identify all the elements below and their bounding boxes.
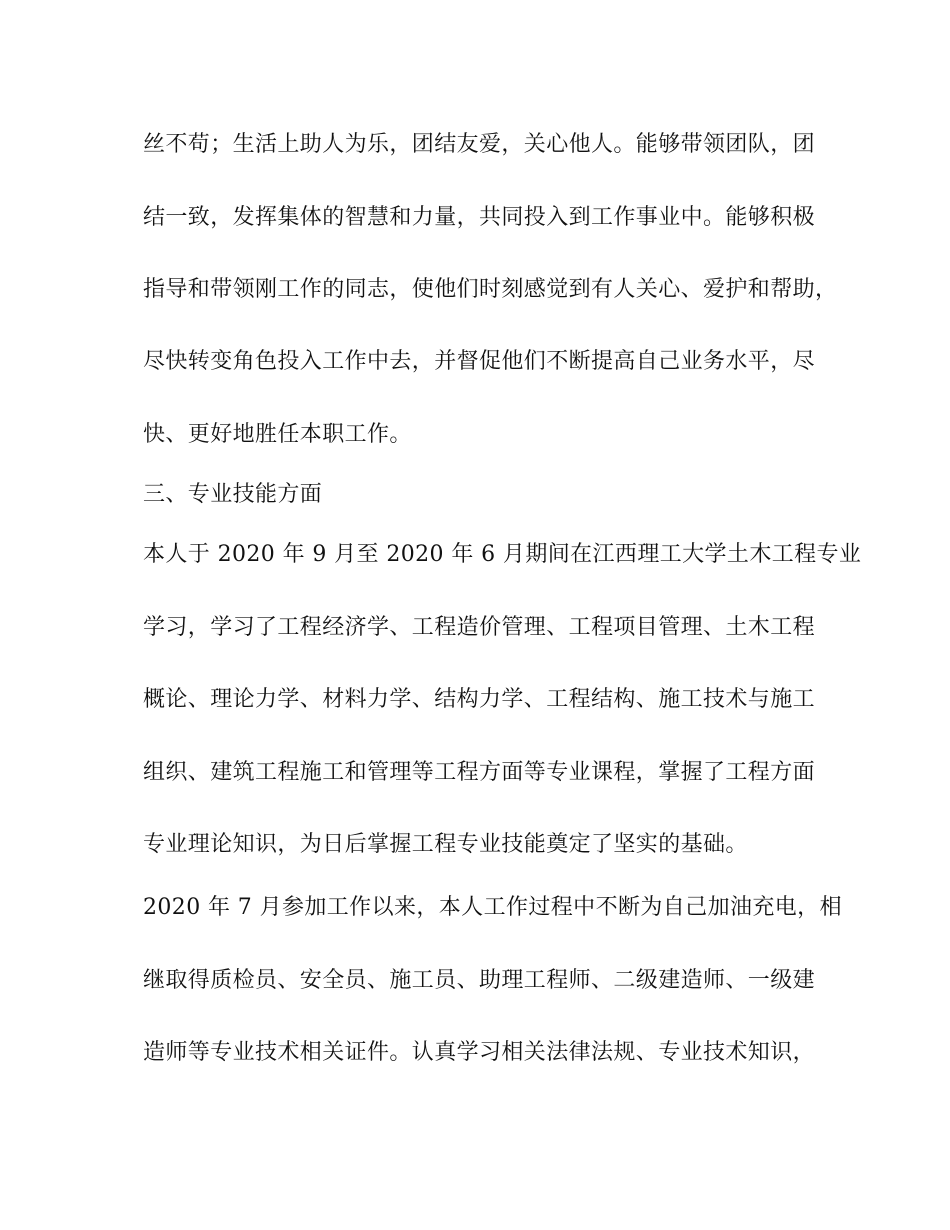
paragraph-line: 造师等专业技术相关证件。认真学习相关法律法规、专业技术知识， bbox=[143, 1040, 816, 1065]
paragraph-line: 专业理论知识，为日后掌握工程专业技能奠定了坚实的基础。 bbox=[143, 832, 748, 857]
paragraph-line: 组织、建筑工程施工和管理等工程方面等专业课程，掌握了工程方面 bbox=[143, 760, 816, 785]
paragraph-line: 结一致，发挥集体的智慧和力量，共同投入到工作事业中。能够积极 bbox=[143, 205, 816, 230]
paragraph-line: 尽快转变角色投入工作中去，并督促他们不断提高自己业务水平，尽 bbox=[143, 349, 816, 374]
paragraph-line: 指导和带领刚工作的同志，使他们时刻感觉到有人关心、爱护和帮助， bbox=[143, 277, 838, 302]
paragraph-line: 概论、理论力学、材料力学、结构力学、工程结构、施工技术与施工 bbox=[143, 687, 816, 712]
paragraph-line: 快、更好地胜任本职工作。 bbox=[143, 422, 412, 447]
paragraph-line: 继取得质检员、安全员、施工员、助理工程师、二级建造师、一级建 bbox=[143, 968, 816, 993]
section-heading: 三、专业技能方面 bbox=[143, 482, 323, 507]
paragraph-line: 2020 年 7 月参加工作以来，本人工作过程中不断为自己加油充电，相 bbox=[143, 895, 842, 920]
paragraph-line: 学习，学习了工程经济学、工程造价管理、工程项目管理、土木工程 bbox=[143, 615, 816, 640]
paragraph-line: 本人于 2020 年 9 月至 2020 年 6 月期间在江西理工大学土木工程专业 bbox=[143, 542, 862, 567]
paragraph-line: 丝不苟；生活上助人为乐，团结友爱，关心他人。能够带领团队，团 bbox=[143, 132, 816, 157]
